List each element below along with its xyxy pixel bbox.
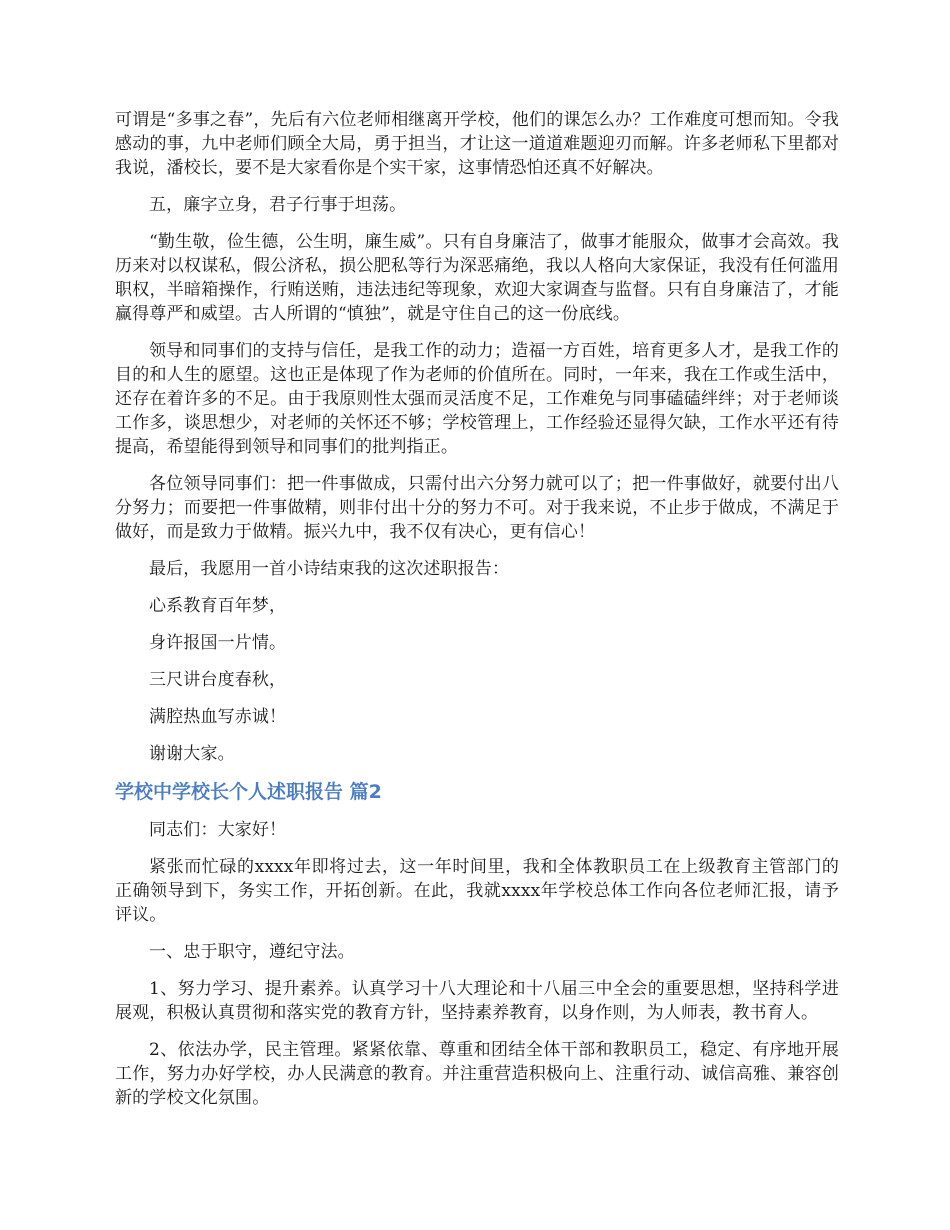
poem-line: 身许报国一片情。	[149, 633, 287, 653]
paragraph: 领导和同事们的支持与信任，是我工作的动力；造福一方百姓，培育更多人才，是我工作的目的和人生的愿望。这也正是体现了作为老师的价值所在。同时，一年来，我在工作或生活中，还存在着许多的不足。由于我原则性太强而灵活度不足，工作难免与同事磕磕绊绊；对于老师谈工作多，谈思想少，对老师的关怀还不够；学校管理上，工作经验还显得欠缺，工作水平还有待提高，希望能得到领导和同事们的批判指正。	[115, 341, 839, 457]
paragraph: 1、努力学习、提升素养。认真学习十八大理论和十八届三中全会的重要思想，坚持科学进展观，积极认真贯彻和落实党的教育方针，坚持素养教育，以身作则，为人师表，教书育人。	[115, 979, 839, 1023]
paragraph: 紧张而忙碌的xxxx年即将过去，这一年时间里，我和全体教职员工在上级教育主管部门的正确领导到下，务实工作，开拓创新。在此，我就xxxx年学校总体工作向各位老师汇报，请予评议。	[115, 857, 839, 925]
poem-line: 三尺讲台度春秋，	[149, 670, 287, 690]
report-heading: 学校中学校长个人述职报告 篇2	[115, 781, 382, 803]
closing-line: 谢谢大家。	[149, 744, 235, 764]
paragraph: 最后，我愿用一首小诗结束我的这次述职报告：	[149, 559, 510, 579]
document-body	[115, 108, 839, 1123]
greeting: 同志们：大家好！	[149, 820, 287, 840]
paragraph: 2、依法办学，民主管理。紧紧依靠、尊重和团结全体干部和教职员工，稳定、有序地开展工作，努力办好学校，办人民满意的教育。并注重营造积极向上、注重行动、诚信高雅、兼容创新的学校文化氛围。	[115, 1040, 839, 1108]
section-heading-five: 五，廉字立身，君子行事于坦荡。	[149, 195, 407, 215]
paragraph: 各位领导同事们：把一件事做成，只需付出六分努力就可以了；把一件事做好，就要付出八分努力；而要把一件事做精，则非付出十分的努力不可。对于我来说，不止步于做成，不满足于做好，而是致力于做精。振兴九中，我不仅有决心，更有信心！	[115, 474, 839, 542]
paragraph: 可谓是“多事之春”，先后有六位老师相继离开学校，他们的课怎么办？工作难度可想而知。令我感动的事，九中老师们顾全大局，勇于担当，才让这一道道难题迎刃而解。许多老师私下里都对我说，潘校长，要不是大家看你是个实干家，这事情恐怕还真不好解决。	[115, 110, 839, 178]
poem-line: 心系教育百年梦，	[149, 596, 287, 616]
section-heading-one: 一、忠于职守，遵纪守法。	[149, 942, 355, 962]
poem-line: 满腔热血写赤诚！	[149, 707, 287, 727]
paragraph: “勤生敬，俭生德，公生明，廉生威”。只有自身廉洁了，做事才能服众，做事才会高效。我历来对以权谋私，假公济私，损公肥私等行为深恶痛绝，我以人格向大家保证，我没有任何滥用职权，半暗箱操作，行贿送贿，违法违纪等现象，欢迎大家调查与监督。只有自身廉洁了，才能赢得尊严和威望。古人所谓的“慎独”，就是守住自己的这一份底线。	[115, 232, 839, 324]
